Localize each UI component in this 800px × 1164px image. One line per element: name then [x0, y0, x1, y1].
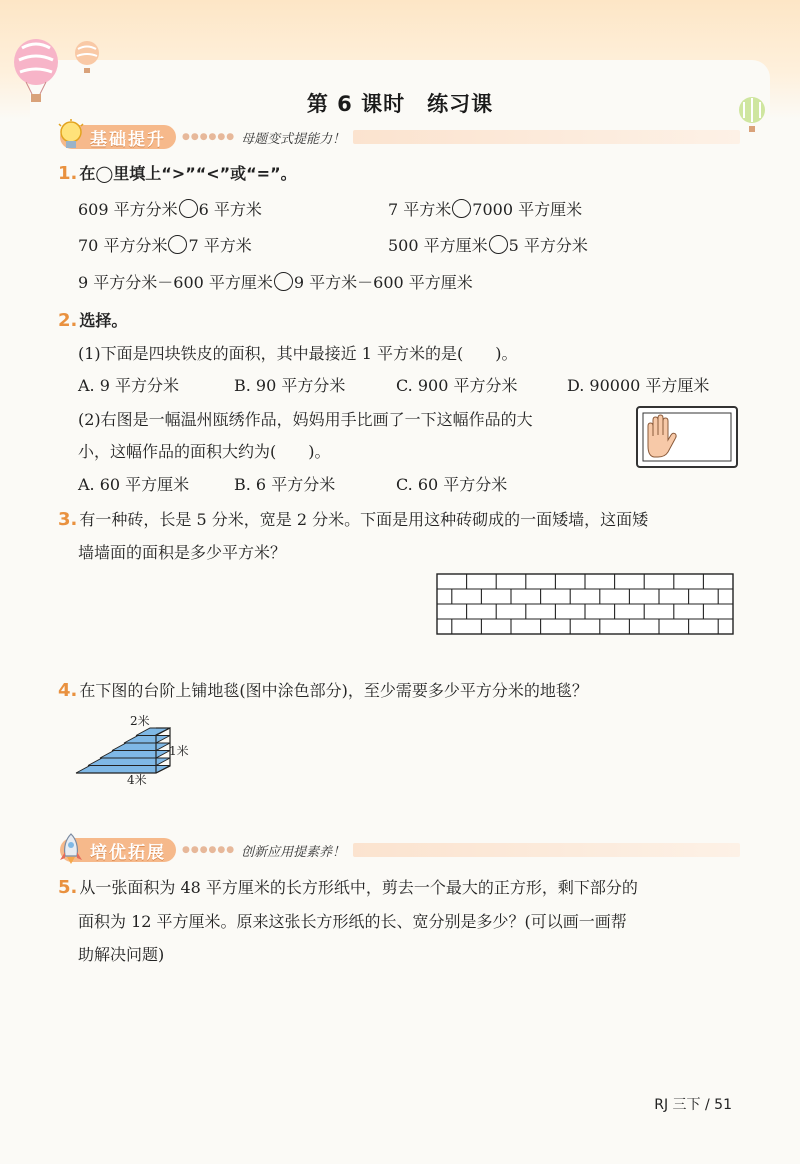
q1-item-left: 9 平方分米－600 平方厘米: [78, 273, 273, 292]
q2-option[interactable]: A. 60 平方厘米: [78, 475, 190, 494]
q3-text: 有一种砖，长是 5 分米，宽是 2 分米。下面是用这种砖砌成的一面矮墙，这面矮: [79, 510, 649, 529]
q1-item: [78, 199, 262, 221]
q1-item-right: 9 平方米－600 平方厘米: [293, 273, 473, 292]
q4-number: 4.: [58, 680, 78, 701]
q4-text: 在下图的台阶上铺地毯(图中涂色部分)，至少需要多少平方分米的地毯？: [79, 681, 588, 700]
q2-stem: [58, 310, 127, 332]
q1-item-right: 7 平方米: [188, 236, 252, 255]
q3-number: 3.: [58, 509, 78, 530]
q1-item-left: 500 平方厘米: [388, 236, 488, 255]
q1-item: [388, 235, 588, 257]
answer-circle[interactable]: [179, 199, 198, 218]
q4-line1: [58, 680, 588, 702]
q2-part2-line1: (2)右图是一幅温州瓯绣作品，妈妈用手比画了一下这幅作品的大: [78, 410, 533, 429]
q1-item: [388, 199, 582, 221]
stair-tread: [124, 736, 170, 744]
answer-circle[interactable]: [489, 235, 508, 254]
section-basic-pill: [60, 125, 176, 149]
q1-item-left: 609 平方分米: [78, 200, 178, 219]
q1-stem-text: 在◯里填上“>”“<”或“=”。: [79, 164, 297, 183]
answer-circle[interactable]: [274, 272, 293, 291]
section-dots: ●●●●●●: [182, 132, 236, 142]
page-title: 第 6 课时 练习课: [306, 92, 494, 116]
answer-circle[interactable]: [168, 235, 187, 254]
section-basic-label: 基础提升: [90, 129, 166, 150]
stairs-figure: [70, 710, 200, 792]
q1-item: [78, 272, 473, 294]
q1-item: [78, 235, 252, 257]
section-advanced: [60, 837, 740, 863]
q2-part2-line2: 小，这幅作品的面积大约为( )。: [78, 442, 331, 461]
section-advanced-pill: [60, 838, 176, 862]
q1-item-left: 70 平方分米: [78, 236, 168, 255]
section-advanced-slogan: 创新应用提素养！: [241, 844, 346, 860]
brick-wall-figure: [436, 573, 734, 635]
q3-line1: [58, 509, 648, 531]
stair-tread: [112, 743, 170, 751]
stair-tread: [136, 728, 170, 736]
q1-item-right: 7000 平方厘米: [472, 200, 583, 219]
q5-line1: [58, 877, 638, 899]
embroidery-frame-figure: [636, 406, 738, 468]
section-basic-slogan: 母题变式提能力！: [241, 131, 346, 147]
stair-tread: [100, 751, 170, 759]
answer-circle[interactable]: [452, 199, 471, 218]
q1-number: 1.: [58, 163, 78, 184]
section-dots: ●●●●●●: [182, 845, 236, 855]
q2-part1: (1)下面是四块铁皮的面积，其中最接近 1 平方米的是( )。: [78, 344, 518, 363]
q2-option[interactable]: D. 90000 平方厘米: [567, 376, 710, 395]
q2-option[interactable]: B. 6 平方分米: [234, 475, 336, 494]
q5-text: 从一张面积为 48 平方厘米的长方形纸中，剪去一个最大的正方形，剩下部分的: [79, 878, 638, 897]
q3-line2: 墙墙面的面积是多少平方米？: [78, 543, 287, 562]
q2-number: 2.: [58, 310, 78, 331]
section-advanced-label: 培优拓展: [90, 842, 166, 863]
q2-option[interactable]: B. 90 平方分米: [234, 376, 346, 395]
q1-item-right: 5 平方分米: [508, 236, 588, 255]
q2-option[interactable]: C. 900 平方分米: [396, 376, 518, 395]
q2-option[interactable]: A. 9 平方分米: [78, 376, 179, 395]
q1-item-right: 6 平方米: [198, 200, 262, 219]
stairs-label-side: 1米: [169, 744, 189, 758]
stairs-label-top: 2米: [130, 714, 150, 728]
balloon-icon: [72, 40, 102, 76]
lightbulb-icon: [56, 119, 86, 153]
q5-number: 5.: [58, 877, 78, 898]
q1-item-left: 7 平方米: [388, 200, 452, 219]
q1-stem: [58, 163, 297, 185]
q2-stem-text: 选择。: [79, 311, 128, 330]
section-rule: [353, 130, 740, 144]
section-rule: [353, 843, 740, 857]
rocket-icon: [56, 832, 86, 866]
q5-line3: 助解决问题): [78, 945, 165, 964]
section-basic: [60, 124, 740, 150]
q5-line2: 面积为 12 平方厘米。原来这张长方形纸的长、宽分别是多少？(可以画一画帮: [78, 912, 627, 931]
page-footer: RJ 三下 / 51: [654, 1097, 732, 1113]
q2-option[interactable]: C. 60 平方分米: [396, 475, 508, 494]
stair-tread: [88, 758, 170, 766]
stairs-label-bottom: 4米: [127, 773, 147, 787]
